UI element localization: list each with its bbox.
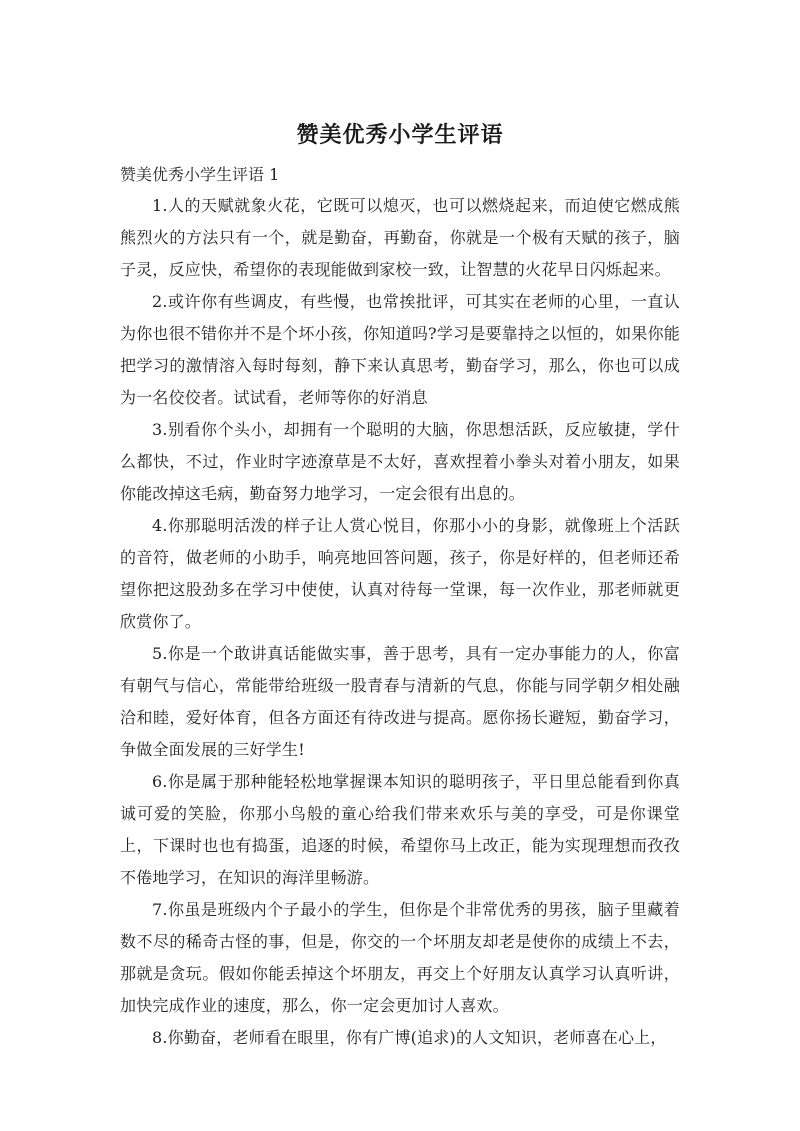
paragraph-8: 8.你勤奋，老师看在眼里，你有广博(追求)的人文知识，老师喜在心上， xyxy=(152,1028,667,1047)
paragraph-5: 5.你是一个敢讲真话能做实事，善于思考，具有一定办事能力的人，你富有朝气与信心，常能带给班级一股青春与清新的气息，你能与同学朝夕相处融洽和睦，爱好体育，但各方面还有待改进与提高。愿你扬长避短，勤奋学习，争做全面发展的三好学生! xyxy=(120,644,680,759)
paragraph-4: 4.你那聪明活泼的样子让人赏心悦目，你那小小的身影，就像班上个活跃的音符，做老师的小助手，响亮地回答问题，孩子，你是好样的，但老师还希望你把这股劲多在学习中使使，认真对待每一堂课，每一次作业，那老师就更欣赏你了。 xyxy=(120,516,680,631)
paragraph-7: 7.你虽是班级内个子最小的学生，但你是个非常优秀的男孩，脑子里藏着数不尽的稀奇古怪的事，但是，你交的一个坏朋友却老是使你的成绩上不去，那就是贪玩。假如你能丢掉这个坏朋友，再交上个好朋友认真学习认真听讲，加快完成作业的速度，那么，你一定会更加讨人喜欢。 xyxy=(120,900,680,1015)
paragraph-3: 3.别看你个头小，却拥有一个聪明的大脑，你思想活跃，反应敏捷，学什么都快，不过，作业时字迹潦草是不太好，喜欢捏着小拳头对着小朋友，如果你能改掉这毛病，勤奋努力地学习，一定会很有出息的。 xyxy=(120,420,680,503)
page-title: 赞美优秀小学生评语 xyxy=(296,123,504,148)
paragraph-2: 2.或许你有些调皮，有些慢，也常挨批评，可其实在老师的心里，一直认为你也很不错你并不是个坏小孩，你知道吗?学习是要靠持之以恒的，如果你能把学习的激情溶入每时每刻，静下来认真思考，勤奋学习，那么，你也可以成为一名佼佼者。试试看，老师等你的好消息 xyxy=(120,292,680,407)
paragraph-6: 6.你是属于那种能轻松地掌握课本知识的聪明孩子，平日里总能看到你真诚可爱的笑脸，你那小鸟般的童心给我们带来欢乐与美的享受，可是你课堂上，下课时也也有捣蛋，追逐的时候，希望你马上改正，能为实现理想而孜孜不倦地学习，在知识的海洋里畅游。 xyxy=(120,772,680,887)
section-heading: 赞美优秀小学生评语 1 xyxy=(120,165,280,184)
document-body xyxy=(120,160,680,1054)
paragraph-1: 1.人的天赋就象火花，它既可以熄灭，也可以燃烧起来，而迫使它燃成熊熊烈火的方法只有一个，就是勤奋，再勤奋，你就是一个极有天赋的孩子，脑子灵，反应快，希望你的表现能做到家校一致，让智慧的火花早日闪烁起来。 xyxy=(120,196,680,279)
